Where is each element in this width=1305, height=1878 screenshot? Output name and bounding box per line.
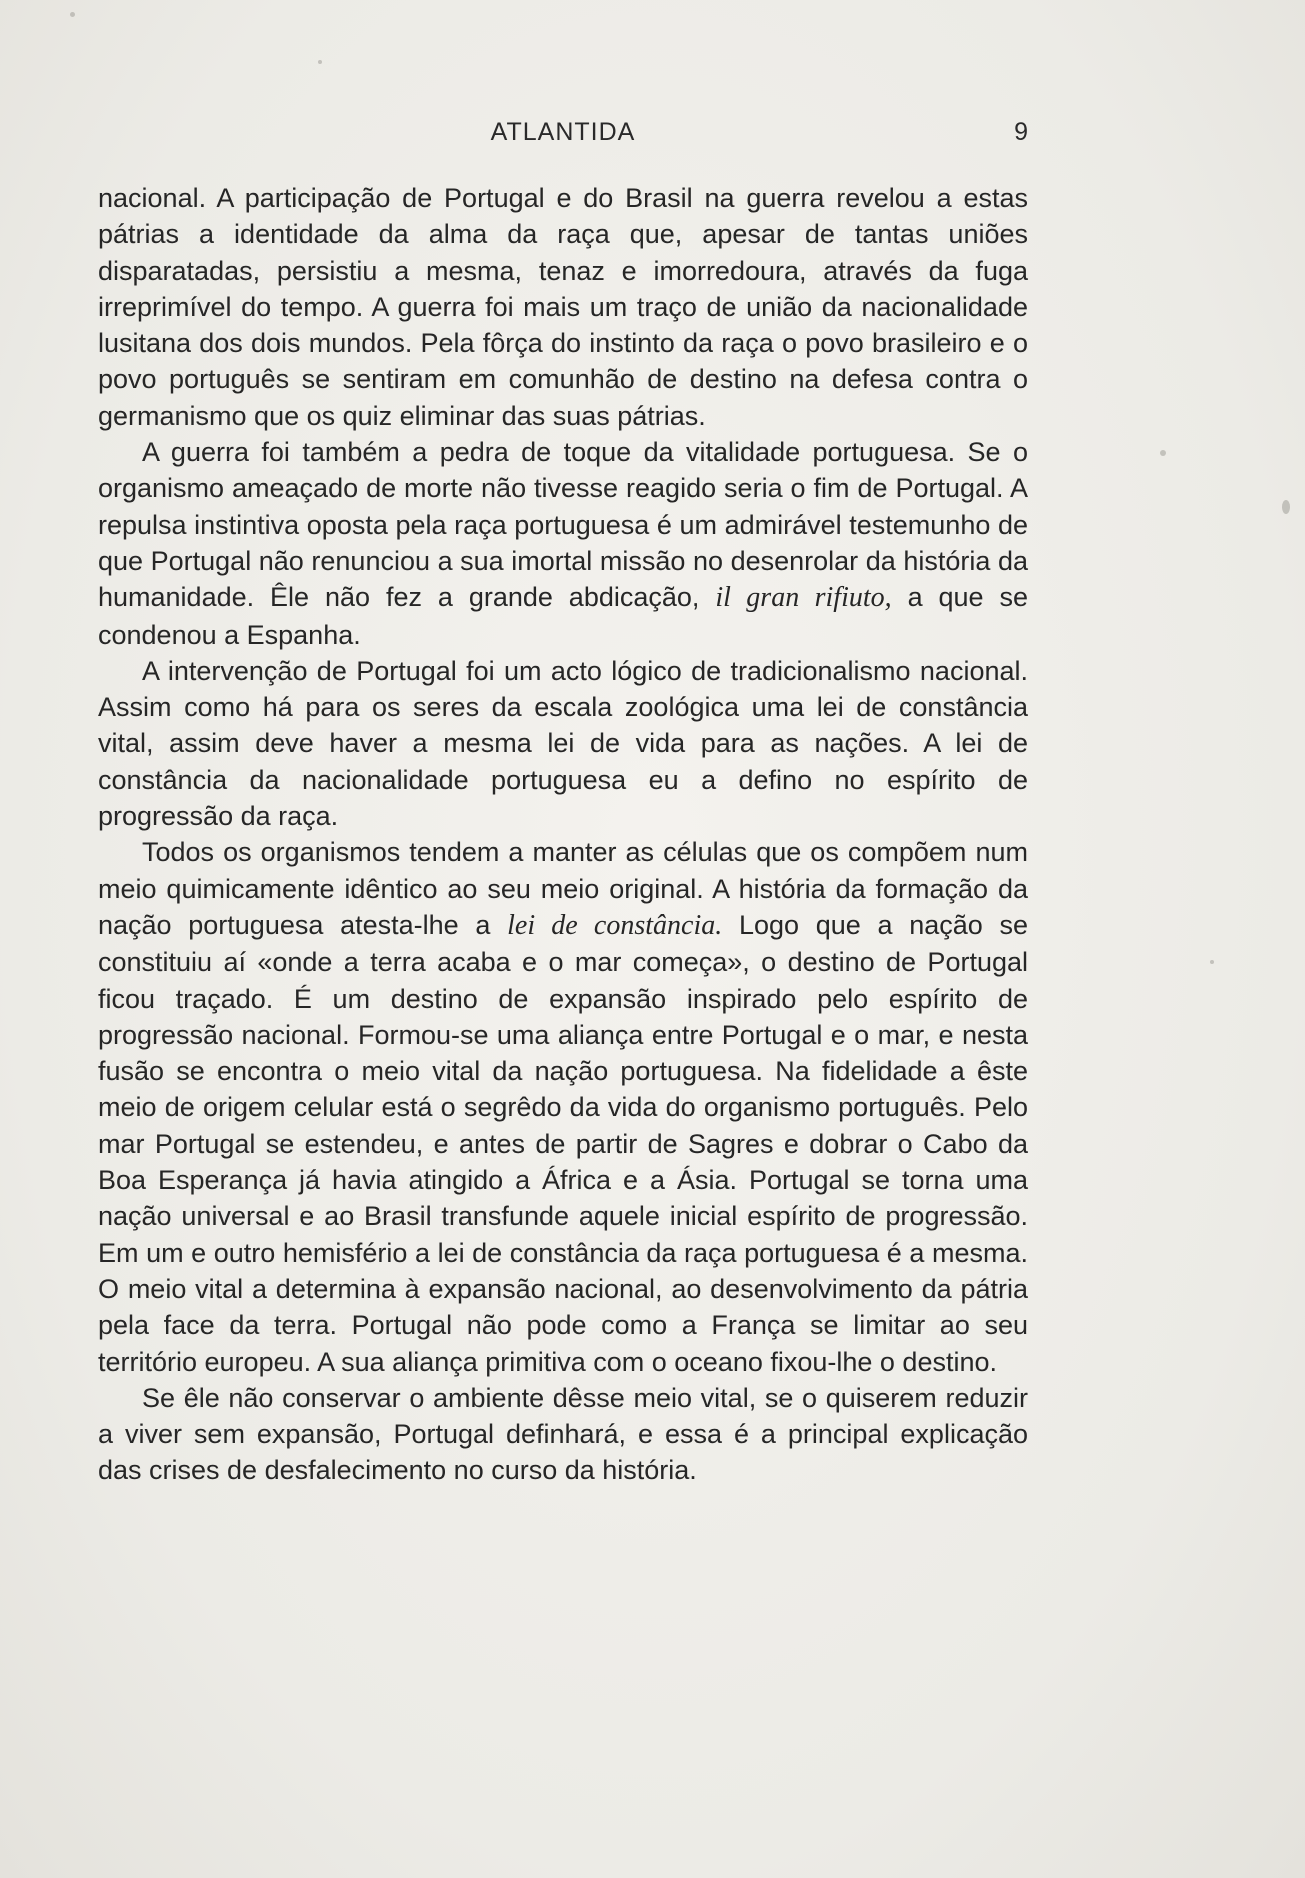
paper-speck: [1160, 450, 1166, 456]
paragraph-text: A intervenção de Portugal foi um acto lógico de tradicionalismo nacional. Assim como há para os seres da escala zoológica uma lei de constância vital, assim deve haver a mesma lei de vida para as nações. A lei de constância da nacionalidade portuguesa eu a defino no espírito de progressão da raça.: [98, 655, 1028, 832]
italic-phrase: il gran rifiuto,: [715, 582, 892, 614]
paper-speck: [1210, 960, 1214, 964]
paragraph-text: nacional. A participação de Portugal e do Brasil na guerra revelou a estas pátrias a identidade da alma da raça que, apesar de tantas uniões disparatadas, persistiu a mesma, tenaz e imorredoura, através da fuga irreprimível do tempo. A guerra foi mais um traço de união da nacionalidade lusitana dos dois mundos. Pela fôrça do instinto da raça o povo brasileiro e o povo português se sentiram em comunhão de destino na defesa contra o germanismo que os quiz eliminar das suas pátrias.: [98, 183, 1028, 431]
paragraph: [98, 653, 1028, 834]
page-header: [98, 118, 1028, 152]
paragraph: [98, 834, 1028, 1379]
paragraph-text: Se êle não conservar o ambiente dêsse meio vital, se o quiserem reduzir a viver sem expansão, Portugal definhará, e essa é a principal explicação das crises de desfalecimento no curso da história.: [98, 1382, 1028, 1486]
paper-speck: [318, 60, 322, 64]
paragraph-text: Todos os organismos tendem a manter as células que os compõem num meio quimicamente idêntico ao seu meio original. A história da formação da nação portuguesa atesta-lhe a: [98, 837, 1028, 940]
running-title: ATLANTIDA: [490, 118, 636, 146]
paragraph: [98, 1380, 1028, 1489]
italic-phrase: lei de constância.: [507, 909, 723, 941]
paragraph: [98, 180, 1028, 434]
paragraph-text-continued: Logo que a nação se constituiu aí «onde a terra acaba e o mar começa», o destino de Portugal ficou traçado. É um destino de expansão inspirado pelo espírito de progressão nacional. Formou-se uma aliança entre Portugal e o mar, e nesta fusão se encontra o meio vital da nação portuguesa. Na fidelidade a êste meio de origem celular está o segrêdo da vida do organismo português. Pelo mar Portugal se estendeu, e antes de partir de Sagres e dobrar o Cabo da Boa Esperança já havia atingido a África e a Ásia. Portugal se torna uma nação universal e ao Brasil transfunde aquele inicial espírito de progressão. Em um e outro hemisfério a lei de constância da raça portuguesa é a mesma. O meio vital a determina à expansão nacional, ao desenvolvimento da pátria pela face da terra. Portugal não pode como a França se limitar ao seu território europeu. A sua aliança primitiva com o oceano fixou-lhe o destino.: [98, 909, 1029, 1377]
body-text: [98, 180, 1028, 1489]
page-number: 9: [1014, 118, 1028, 146]
paragraph: [98, 434, 1028, 653]
paragraph-text-continued: a que se condenou a Espanha.: [98, 582, 1028, 650]
paper-speck: [70, 12, 75, 17]
paragraph-text: A guerra foi também a pedra de toque da vitalidade portuguesa. Se o organismo ameaçado de morte não tivesse reagido seria o fim de Portugal. A repulsa instintiva oposta pela raça portuguesa é um admirável testemunho de que Portugal não renunciou a sua imortal missão no desenrolar da história da humanidade. Êle não fez a grande abdicação,: [98, 437, 1028, 613]
paper-speck: [1282, 500, 1290, 514]
